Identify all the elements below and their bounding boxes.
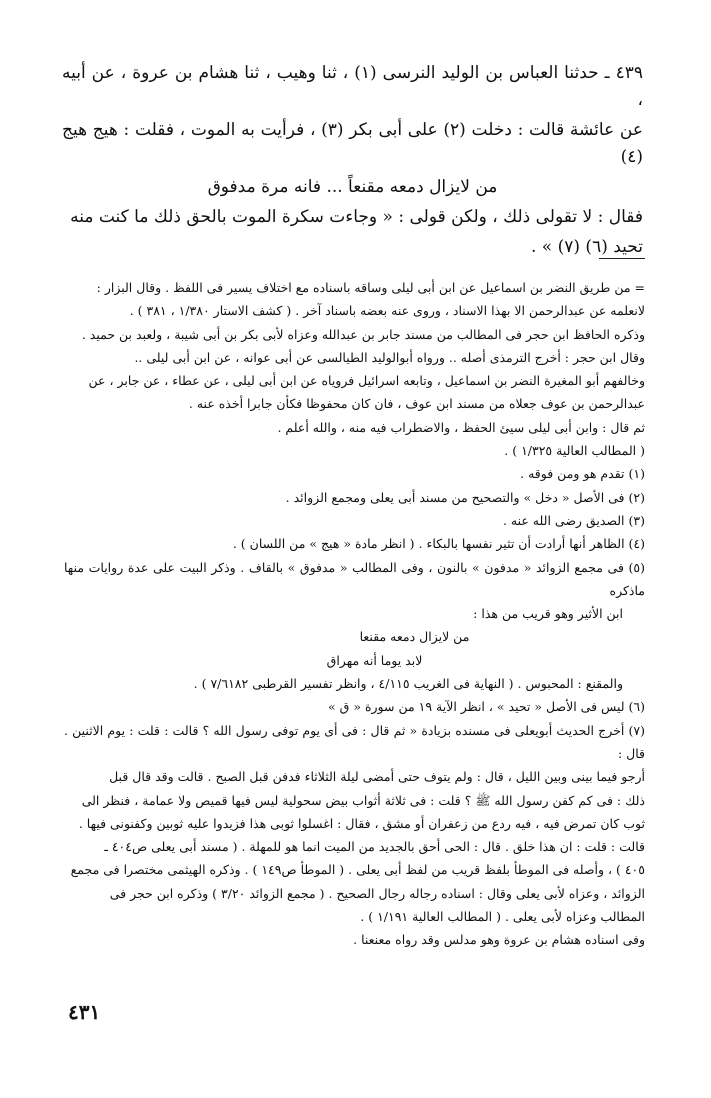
footnote-divider (599, 258, 645, 259)
note-line: وذكره الحافظ ابن حجر فى المطالب من مسند جابر بن عبدالله وعزاه لأبى بكر بن أبى شيبة ، ولعبد بن حميد . (81, 326, 645, 342)
footnote-4: (٤) الظاهر أنها أرادت أن تثير نفسها بالبكاء . ( انظر مادة « هيج » من اللسان ) . (232, 536, 645, 552)
note-line: وقال ابن حجر : أخرج الترمذى أصله .. ورواه أبوالوليد الطيالسى عن أبى عوانه ، عن ابن أبى ليلى .. (134, 349, 645, 365)
hadith-text (62, 60, 643, 264)
footnote-7: (٧) أخرج الحديث أبويعلى فى مسنده بزيادة « ثم قال : فى أى يوم توفى رسول الله ؟ قالت : قلت : يوم الاثنين . قال : (64, 722, 645, 761)
poetry-verse: من لايزال دمعه مقنعاً ... فانه مرة مدفوق (207, 177, 498, 197)
hadith-line-4: تحيد (٦) (٧) » . (531, 237, 643, 257)
footnote-6: (٦) ليس فى الأصل « تحيد » ، انظر الآية ١٩ من سورة « ق » (328, 699, 645, 715)
footnote-7-line: أرجو فيما بينى وبين الليل ، قال : ولم يتوف حتى أمضى ليلة الثلاثاء فدفن قبل الصبح . قالت وقد قال قبل (109, 769, 645, 785)
footnote-1: (١) تقدم هو ومن فوقه . (520, 466, 645, 482)
footnote-5: (٥) فى مجمع الزوائد « مدفون » بالنون ، وفى المطالب « مدفوق » بالقاف . وذكر البيت على عدة روايات منها ماذكره (64, 559, 645, 598)
hadith-line-3: فقال : لا تقولى ذلك ، ولكن قولى : « وجاءت سكرة الموت بالحق ذلك ما كنت منه (70, 207, 643, 227)
footnote-5-poem-line-2: لابد يوما أنه مهراق (326, 652, 423, 668)
footnote-5-poem-line-1: من لايزال دمعه مقنعا (359, 629, 470, 645)
footnote-7-line: ذلك : فى كم كفن رسول الله ﷺ ؟ قلت : فى ثلاثة أثواب بيض سحولية ليس فيها قميص ولا عمامة ، فنظر الى (81, 792, 645, 808)
note-line: ثم قال : وابن أبى ليلى سيئ الحفظ ، والاضطراب فيه منه ، والله أعلم . (277, 419, 645, 435)
page-number: ٤٣١ (68, 1000, 101, 1024)
hadith-line-2: عن عائشة قالت : دخلت (٢) على أبى بكر (٣) ، فرأيت به الموت ، فقلت : هيج هيج (٤) (62, 120, 643, 167)
footnote-7-line: المطالب وعزاه لأبى يعلى . ( المطالب العالية ١/١٩١ ) . (360, 909, 645, 925)
footnote-5-cont: ابن الأثير وهو قريب من هذا : (473, 606, 623, 622)
footnote-7-line: الزوائد ، وعزاه لأبى يعلى وقال : اسناده رجاله رجال الصحيح . ( مجمع الزوائد ٣/٢٠ ) وذكره ابن حجر فى (109, 885, 645, 901)
footnote-5-gloss: والمقنع : المحبوس . ( النهاية فى الغريب ٤/١١٥ ، وانظر تفسير القرطبى ٧/٦١٨٢ ) . (193, 676, 623, 692)
footnote-7-line: ثوب كان تمرض فيه ، فيه ردع من زعفران أو مشق ، فقال : اغسلوا ثوبى هذا فزيدوا عليه ثوبين وكفنونى فيها . (78, 815, 645, 831)
footnote-3: (٣) الصديق رضى الله عنه . (502, 512, 645, 528)
note-line: عبدالرحمن بن عوف جعلاه من مسند ابن عوف ، فان كان محفوظا فكأن جابرا أخذه عنه . (188, 396, 645, 412)
note-line: ( المطالب العالية ١/٣٢٥ ) . (504, 443, 645, 459)
note-line: = من طريق النضر بن اسماعيل عن ابن أبى ليلى وساقه باسناده مع اختلاف يسير فى اللفظ . وقال البزار : (96, 280, 645, 295)
footnote-7-line: قالت : قلت : ان هذا خلق . قال : الحى أحق بالجديد من الميت انما هو للمهلة . ( مسند أبى يعلى ص٤٠٤ ـ (104, 839, 645, 855)
footnotes-section (64, 276, 645, 952)
footnote-7-line: وفى اسناده هشام بن عروة وهو مدلس وقد رواه معنعنا . (353, 932, 645, 948)
note-line: وخالفهم أبو المغيرة النضر بن اسماعيل ، وتابعه اسرائيل فروياه عن ابن أبى ليلى ، عن عطاء ، عن جابر ، عن (88, 373, 645, 389)
footnote-2: (٢) فى الأصل « دخل » والتصحيح من مسند أبى يعلى ومجمع الزوائد . (285, 489, 645, 505)
hadith-line-1: ٤٣٩ ـ حدثنا العباس بن الوليد النرسى (١) ، ثنا وهيب ، ثنا هشام بن عروة ، عن أبيه ، (62, 63, 643, 110)
note-line: لانعلمه عن عبدالرحمن الا بهذا الاسناد ، وروى عنه بعضه باسناد آخر . ( كشف الاستار ١/٣٨٠ ، ٣٨١ ) . (129, 303, 645, 319)
footnote-7-line: ٤٠٥ ) ، وأصله فى الموطأ بلفظ قريب من لفظ أبى يعلى . ( الموطأ ص١٤٩ ) . وذكره الهيثمى مختصرا فى مجمع (70, 862, 645, 878)
